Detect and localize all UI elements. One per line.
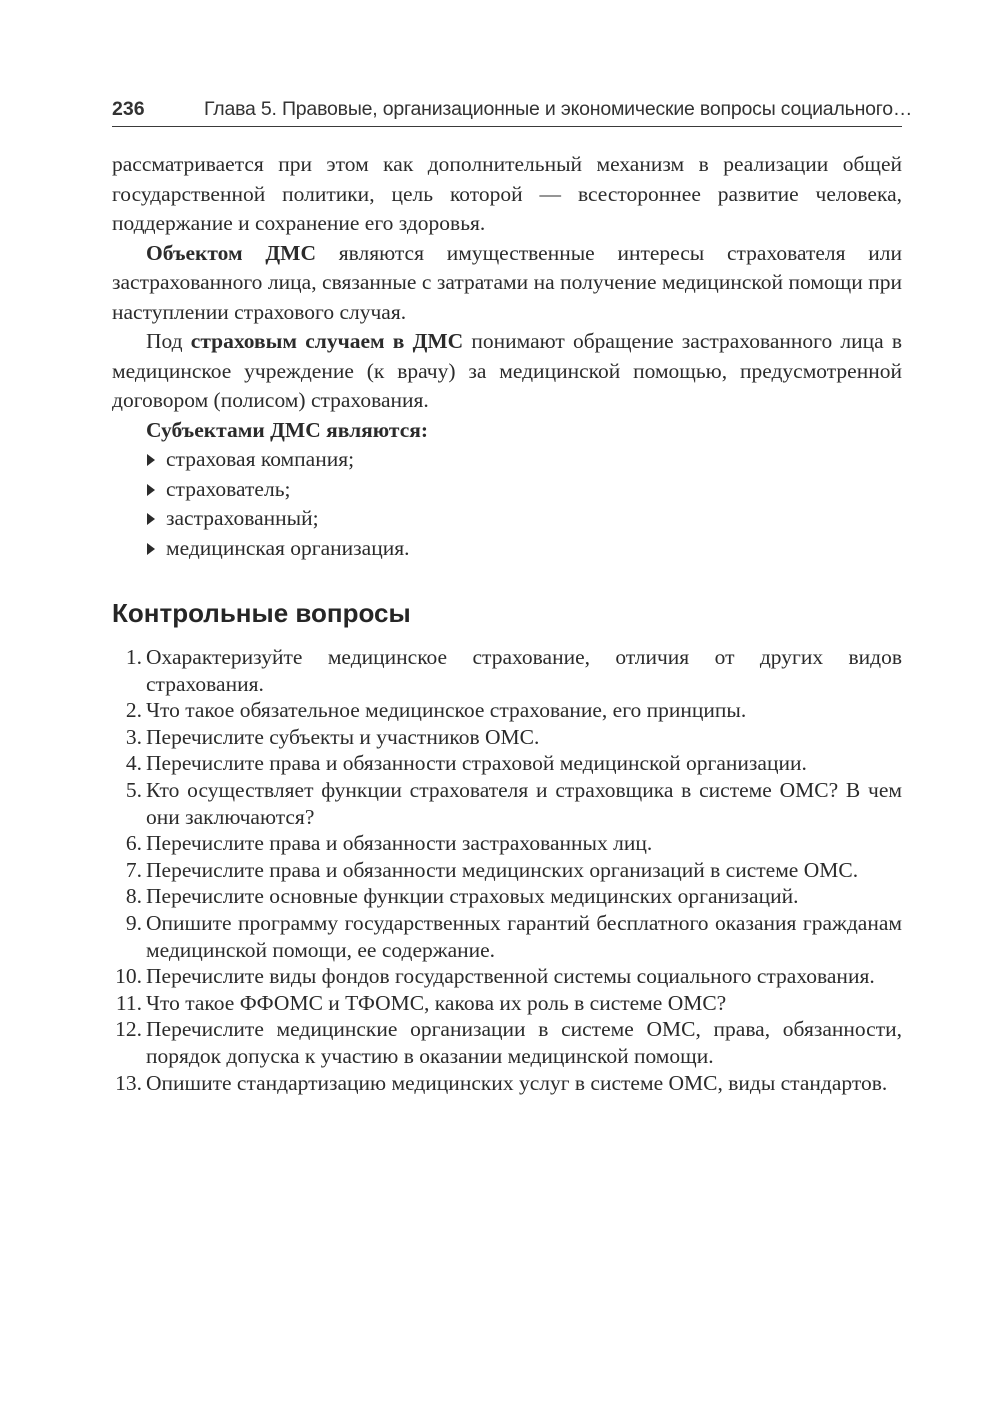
- question-text: Опишите программу государственных гарантий бесплатного оказания гражданам медицинской помощи, ее содержание.: [146, 910, 902, 962]
- question-text: Охарактеризуйте медицинское страхование, отличия от других видов страхования.: [146, 645, 902, 696]
- question-number: 9.: [125, 910, 142, 935]
- list-item: медицинская организация.: [112, 534, 902, 564]
- question-text: Перечислите основные функции страховых медицинских организаций.: [146, 884, 799, 909]
- question-number: 5.: [125, 777, 142, 802]
- list-item: страхователь;: [112, 475, 902, 505]
- paragraph-insured-event: [112, 327, 902, 416]
- question-text: Кто осуществляет функции страхователя и страховщика в системе ОМС? В чем они заключаются?: [146, 777, 902, 829]
- question-text: Перечислите субъекты и участников ОМС.: [146, 724, 540, 749]
- question-item: [112, 963, 902, 990]
- question-item: [112, 644, 902, 697]
- question-number: 2.: [125, 698, 142, 723]
- running-header: [112, 96, 913, 127]
- paragraph-object-text: являются имущественные интересы страхователя или застрахованного лица, связанные с затратами на получение медицинской помощи при наступлении страхового случая.: [112, 240, 903, 324]
- question-item: [112, 777, 902, 830]
- paragraph-continuation: рассматривается при этом как дополнительный механизм в реализации общей государственной политики, цель которой — всестороннее развитие человека, поддержание и сохранение его здоровья.: [112, 152, 902, 235]
- question-text: Опишите стандартизацию медицинских услуг в системе ОМС, виды стандартов.: [146, 1070, 888, 1095]
- list-item: страховая компания;: [112, 445, 902, 475]
- question-number: 13.: [115, 1070, 142, 1095]
- question-text: Перечислите права и обязанности застрахованных лиц.: [146, 831, 653, 856]
- subjects-list: [112, 445, 902, 563]
- bullet-triangle-icon: [147, 513, 155, 525]
- question-item: [112, 830, 902, 857]
- question-number: 6.: [125, 831, 142, 856]
- question-number: 3.: [125, 724, 142, 749]
- question-number: 10.: [115, 964, 142, 989]
- question-item: [112, 883, 902, 910]
- question-text: Что такое обязательное медицинское страхование, его принципы.: [146, 698, 747, 723]
- term-insured-event: страховым случаем в ДМС: [190, 329, 464, 353]
- bullet-triangle-icon: [147, 484, 155, 496]
- question-item: [112, 750, 902, 777]
- question-number: 12.: [115, 1017, 142, 1042]
- question-item: [112, 910, 902, 963]
- bullet-triangle-icon: [147, 454, 155, 466]
- question-item: [112, 990, 902, 1017]
- section-title: Контрольные вопросы: [112, 598, 411, 628]
- bullet-triangle-icon: [147, 543, 155, 555]
- paragraph-object: [112, 239, 902, 328]
- question-item: [112, 1016, 902, 1069]
- question-number: 8.: [125, 884, 142, 909]
- question-number: 11.: [115, 990, 142, 1015]
- question-number: 7.: [125, 857, 142, 882]
- chapter-title: Глава 5. Правовые, организационные и экономические вопросы социального…: [204, 98, 913, 120]
- term-object: Объектом ДМС: [146, 240, 317, 265]
- question-item: [112, 697, 902, 724]
- question-text: Перечислите медицинские организации в системе ОМС, права, обязанности, порядок допуска к участию в оказании медицинской помощи.: [146, 1017, 902, 1068]
- question-number: 1.: [125, 645, 142, 669]
- paragraph-insured-event-text: понимают обращение застрахованного лица в медицинское учреждение (к врачу) за медицинской помощью, предусмотренной договором (полисом) страхования.: [112, 329, 902, 412]
- subjects-heading: Субъектами ДМС являются:: [146, 417, 429, 442]
- question-number: 4.: [125, 751, 142, 776]
- page-number: 236: [112, 98, 145, 120]
- question-text: Перечислите виды фондов государственной системы социального страхования.: [146, 964, 875, 989]
- question-item: [112, 857, 902, 884]
- list-item: застрахованный;: [112, 504, 902, 534]
- question-text: Что такое ФФОМС и ТФОМС, какова их роль в системе ОМС?: [146, 990, 727, 1015]
- questions-list: [112, 644, 902, 1096]
- body-text: [112, 150, 902, 563]
- question-item: [112, 724, 902, 751]
- question-item: [112, 1070, 902, 1097]
- question-text: Перечислите права и обязанности страховой медицинской организации.: [146, 751, 807, 776]
- paragraph-insured-event-pre: Под: [146, 329, 191, 353]
- question-text: Перечислите права и обязанности медицинских организаций в системе ОМС.: [146, 857, 859, 882]
